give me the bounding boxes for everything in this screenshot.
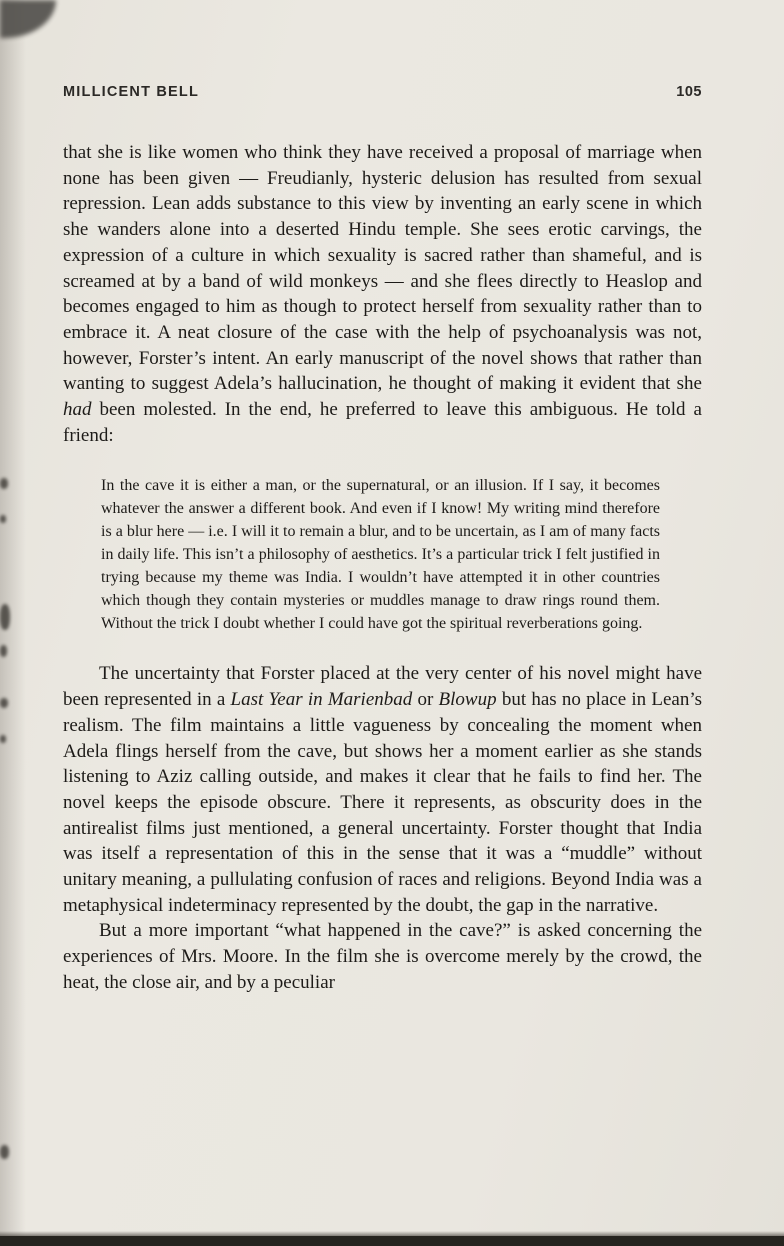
scan-artifact-bottom-edge bbox=[0, 1236, 784, 1246]
text-run: or bbox=[412, 689, 439, 711]
scan-artifact-left-edge bbox=[0, 735, 6, 743]
text-run: but has no place in Lean’s realism. The film maintains a little vagueness by concealing the moment when Adela flings herself from the cave, but shows her a moment earlier as she stands listening to Aziz calling outside, and makes it clear that he fails to find her. The novel keeps the episode obscure. There it represents, as obscurity does in the antirealist films just mentioned, a general uncertainty. Forster thought that India was itself a representation of this in the sense that it was a “muddle” without unitary meaning, a pullulating confusion of races and religions. Beyond India was a metaphysical indeterminacy represented by the doubt, the gap in the narrative. bbox=[63, 689, 703, 916]
scan-artifact-left-edge bbox=[0, 515, 6, 523]
scan-artifact-left-edge bbox=[0, 698, 8, 708]
italic-text-run: Last Year in Marienbad bbox=[230, 689, 413, 711]
text-run: But a more important “what happened in the cave?” is asked concerning the experiences of Mrs. Moore. In the film she is overcome merely by the crowd, the heat, the close air, and by a peculiar bbox=[63, 920, 702, 993]
text-run: In the cave it is either a man, or the supernatural, or an illusion. If I say, it becomes whatever the answer a different book. And even if I know! My writing mind therefore is a blur here — i.e. I will it to remain a blur, and to be uncertain, as I am of many facts in daily life. This isn’t a philosophy of aesthetics. It’s a particular trick I felt justified in trying because my theme was India. I wouldn’t have attempted it in other countries which though they contain mysteries or muddles manage to draw rings round them. Without the trick I doubt whether I could have got the spiritual reverberations going. bbox=[101, 477, 660, 633]
paragraph bbox=[63, 661, 702, 918]
paragraph bbox=[63, 918, 702, 995]
scan-artifact-left-edge bbox=[0, 1145, 9, 1159]
scan-artifact-left-edge bbox=[0, 604, 10, 630]
text-run: The uncertainty that Forster placed at the very center of his novel might have been represented in a bbox=[63, 663, 702, 711]
running-title: MILLICENT BELL bbox=[63, 84, 200, 100]
page-body bbox=[63, 140, 702, 996]
paragraph bbox=[63, 140, 702, 448]
text-run: been molested. In the end, he preferred to leave this ambiguous. He told a friend: bbox=[63, 399, 702, 446]
italic-text-run: had bbox=[63, 399, 92, 421]
italic-text-run: Blowup bbox=[438, 689, 497, 711]
scan-artifact-left-edge bbox=[0, 645, 7, 657]
text-run: that she is like women who think they have received a proposal of marriage when none has been given — Freudianly, hysteric delusion has resulted from sexual repression. Lean adds substance to this view by inventing an early scene in which she wanders alone into a deserted Hindu temple. She sees erotic carvings, the expression of a culture in which sexuality is sacred rather than shameful, and is screamed at by a band of wild monkeys — and she flees directly to Heaslop and becomes engaged to him as though to protect herself from sexuality rather than to embrace it. A neat closure of the case with the help of psychoanalysis was not, however, Forster’s intent. An early manuscript of the novel shows that rather than wanting to suggest Adela’s hallucination, he thought of making it evident that she bbox=[63, 142, 702, 395]
page-number: 105 bbox=[676, 84, 702, 100]
scan-artifact-left-edge bbox=[0, 478, 8, 489]
scan-artifact-top-left-corner bbox=[0, 0, 56, 38]
page-header bbox=[63, 84, 702, 100]
block-quote bbox=[101, 474, 660, 635]
